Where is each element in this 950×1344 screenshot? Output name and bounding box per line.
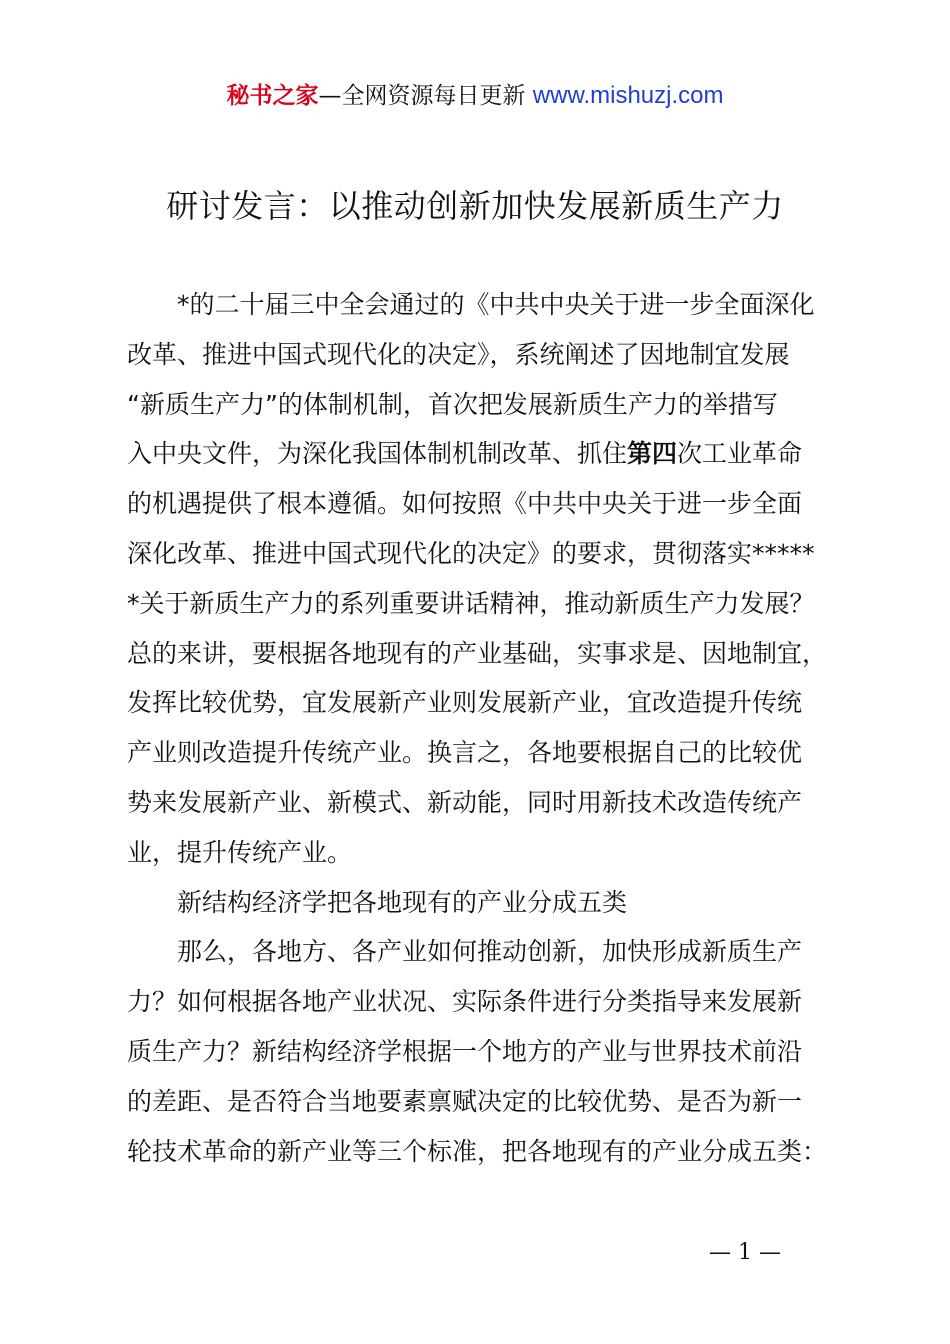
site-slogan: —全网资源每日更新 [318, 83, 526, 109]
body-line: 改革、推进中国式现代化的决定》，系统阐述了因地制宜发展 [127, 339, 790, 369]
body-line: 势来发展新产业、新模式、新动能，同时用新技术改造传统产 [127, 787, 803, 817]
body-line: 的机遇提供了根本遵循。如何按照《中共中央关于进一步全面 [127, 489, 803, 519]
body-line: 力？如何根据各地产业状况、实际条件进行分类指导来发展新 [127, 987, 803, 1017]
body-line: 质生产力？新结构经济学根据一个地方的产业与世界技术前沿 [127, 1036, 803, 1066]
body-line: 总的来讲，要根据各地现有的产业基础，实事求是、因地制宜， [127, 638, 828, 668]
body-line: 轮技术革命的新产业等三个标准，把各地现有的产业分成五类： [127, 1136, 828, 1166]
body-line: 产业则改造提升传统产业。换言之，各地要根据自己的比较优 [127, 738, 803, 768]
site-brand: 秘书之家 [226, 83, 319, 109]
document-title: 研讨发言：以推动创新加快发展新质生产力 [166, 187, 784, 225]
body-line-mixed [127, 429, 857, 479]
section-heading: 新结构经济学把各地现有的产业分成五类 [177, 887, 628, 917]
body-line: *的二十届三中全会通过的《中共中央关于进一步全面深化 [177, 290, 815, 319]
body-line: *关于新质生产力的系列重要讲话精神，推动新质生产力发展？ [127, 588, 815, 618]
body-line: 的差距、是否符合当地要素禀赋决定的比较优势、是否为新一 [127, 1086, 803, 1116]
site-header [0, 80, 950, 112]
body-line-part: 次工业革命 [677, 439, 803, 469]
body-line: “新质生产力”的体制机制，首次把发展新质生产力的举措写 [127, 389, 778, 419]
site-url-link[interactable]: www.mishuzj.com [532, 82, 724, 109]
document-body [127, 280, 857, 1176]
body-line: 深化改革、推进中国式现代化的决定》的要求，贯彻落实***** [127, 538, 815, 568]
page-number: — 1 — [709, 1240, 781, 1265]
body-line: 发挥比较优势，宜发展新产业则发展新产业，宜改造提升传统 [127, 688, 803, 718]
body-line: 那么，各地方、各产业如何推动创新，加快形成新质生产 [177, 937, 803, 967]
body-line-part: 入中央文件，为深化我国体制机制改革、抓住 [127, 439, 628, 469]
bold-emphasis: 第四 [627, 439, 678, 469]
body-line: 业，提升传统产业。 [127, 837, 353, 867]
